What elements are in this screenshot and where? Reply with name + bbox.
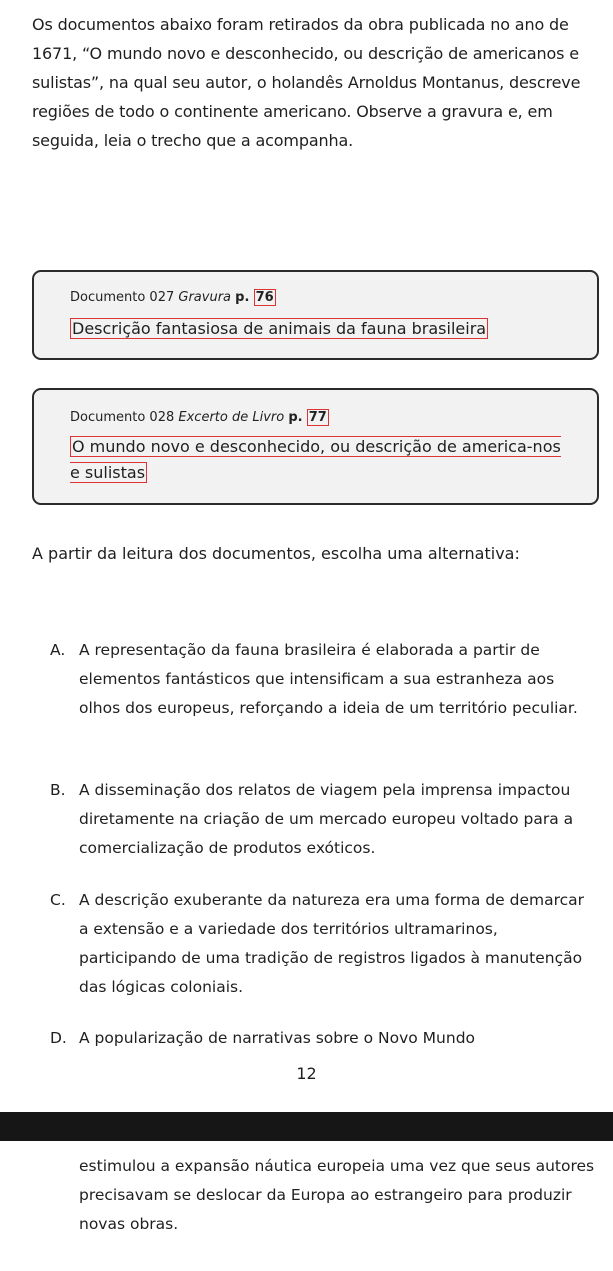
- option-text: A descrição exuberante da natureza era uma forma de demarcar a extensão e a variedade dos territórios ultramarinos, participando de uma tradição de registros ligados à manutenção das lógicas coloniais.: [79, 891, 585, 996]
- document-title: [70, 434, 570, 486]
- option-d-continuation: estimulou a expansão náutica europeia uma vez que seus autores precisavam se deslocar da Europa ao estrangeiro para produzir novas obras.: [79, 1157, 595, 1233]
- document-label: Documento 027: [70, 290, 175, 305]
- question-prompt: A partir da leitura dos documentos, escolha uma alternativa:: [32, 544, 520, 563]
- option-b[interactable]: [50, 776, 595, 863]
- document-title: [70, 316, 570, 342]
- option-a[interactable]: [50, 636, 595, 723]
- option-text: A representação da fauna brasileira é elaborada a partir de elementos fantásticos que intensificam a sua estranheza aos olhos dos europeus, reforçando a ideia de um território peculiar.: [79, 641, 578, 717]
- page-prefix: p.: [235, 290, 250, 305]
- option-c[interactable]: [50, 886, 595, 1002]
- option-letter: A.: [50, 641, 66, 659]
- document-label: Documento 028: [70, 410, 175, 425]
- document-kind: Excerto de Livro: [178, 410, 285, 425]
- option-text: A popularização de narrativas sobre o Novo Mundo: [79, 1029, 476, 1047]
- document-kind: Gravura: [178, 290, 232, 305]
- document-meta: [70, 410, 329, 425]
- document-title-link[interactable]: O mundo novo e desconhecido, ou descrição de america-nos e sulistas: [70, 437, 561, 482]
- option-letter: C.: [50, 891, 66, 909]
- intro-paragraph: Os documentos abaixo foram retirados da obra publicada no ano de 1671, “O mundo novo e desconhecido, ou descrição de americanos e sulistas”, na qual seu autor, o holandês Arnoldus Montanus, descreve regiões de todo o continente americano. Observe a gravura e, em seguida, leia o trecho que a acompanha.: [32, 15, 581, 150]
- document-title-link[interactable]: Descrição fantasiosa de animais da fauna brasileira: [72, 319, 487, 338]
- document-page-link[interactable]: 77: [308, 410, 327, 425]
- option-d[interactable]: [50, 1024, 595, 1053]
- page-number: 12: [296, 1064, 317, 1083]
- option-letter: B.: [50, 781, 66, 799]
- document-card-028: [32, 388, 599, 505]
- document-page-link[interactable]: 76: [255, 290, 274, 305]
- option-text: A disseminação dos relatos de viagem pela imprensa impactou diretamente na criação de um mercado europeu voltado para a comercialização de produtos exóticos.: [79, 781, 574, 857]
- page-divider: [0, 1112, 613, 1141]
- page-prefix: p.: [288, 410, 303, 425]
- option-letter: D.: [50, 1029, 67, 1047]
- document-card-027: [32, 270, 599, 360]
- document-meta: [70, 290, 276, 305]
